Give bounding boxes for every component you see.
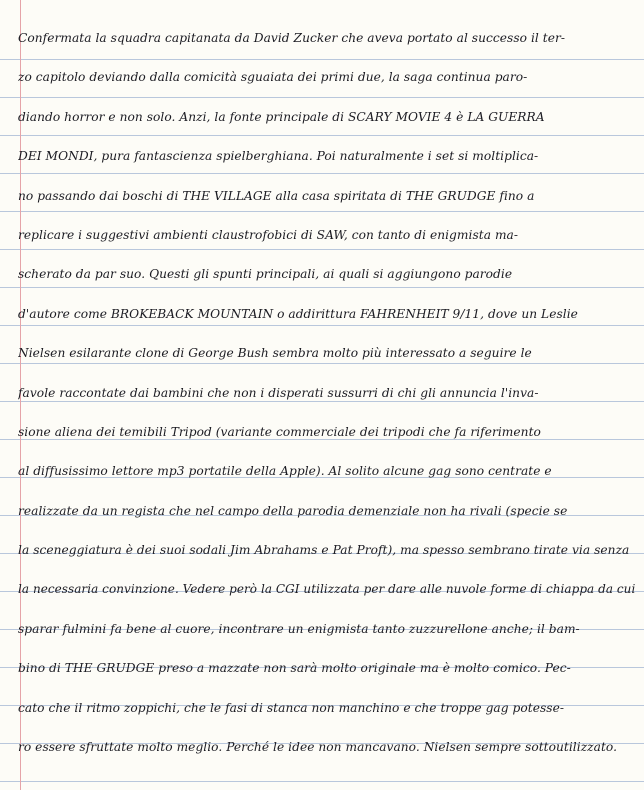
text-line: diando horror e non solo. Anzi, la fonte principale di SCARY MOVIE 4 è LA GUERRA [18, 109, 545, 124]
text-line: Confermata la squadra capitanata da David Zucker che aveva portato al successo il ter- [18, 31, 566, 45]
text-line: al diffusissimo lettore mp3 portatile della Apple). Al solito alcune gag sono centrate e [18, 464, 552, 479]
text-line: la sceneggiatura è dei suoi sodali Jim Abrahams e Pat Proft), ma spesso sembrano tirate via senza [18, 543, 630, 558]
text-line: Nielsen esilarante clone di George Bush sembra molto più interessato a seguire le [18, 346, 532, 361]
text-line: DEI MONDI, pura fantascienza spielberghiana. Poi naturalmente i set si moltiplica- [18, 149, 539, 164]
text-line: sione aliena dei temibili Tripod (variante commerciale dei tripodi che fa riferimento [18, 424, 541, 439]
text-line: d'autore come BROKEBACK MOUNTAIN o addirittura FAHRENHEIT 9/11, dove un Leslie [18, 306, 578, 321]
handwritten-text-block [18, 28, 640, 776]
text-line: no passando dai boschi di THE VILLAGE alla casa spiritata di THE GRUDGE fino a [18, 188, 535, 203]
text-line: ro essere sfruttate molto meglio. Perché le idee non mancavano. Nielsen sempre sottoutilizzato. [18, 740, 618, 755]
text-line: sparar fulmini fa bene al cuore, incontrare un enigmista tanto zuzzurellone anche; il bam- [18, 621, 580, 636]
text-line: bino di THE GRUDGE preso a mazzate non sarà molto originale ma è molto comico. Pec- [18, 661, 571, 676]
text-line: replicare i suggestivi ambienti claustrofobici di SAW, con tanto di enigmista ma- [18, 227, 519, 242]
text-line: zo capitolo deviando dalla comicità sguaiata dei primi due, la saga continua paro- [18, 70, 528, 85]
text-line: cato che il ritmo zoppichi, che le fasi di stanca non manchino e che troppe gag potesse- [18, 700, 565, 715]
text-line: la necessaria convinzione. Vedere però la CGI utilizzata per dare alle nuvole forme di chiappa da cui [18, 582, 636, 597]
text-line: scherato da par suo. Questi gli spunti principali, ai quali si aggiungono parodie [18, 267, 513, 282]
text-line: favole raccontate dai bambini che non i disperati sussurri di chi gli annuncia l'inva- [18, 385, 539, 400]
text-line: realizzate da un regista che nel campo della parodia demenziale non ha rivali (specie se [18, 503, 568, 518]
